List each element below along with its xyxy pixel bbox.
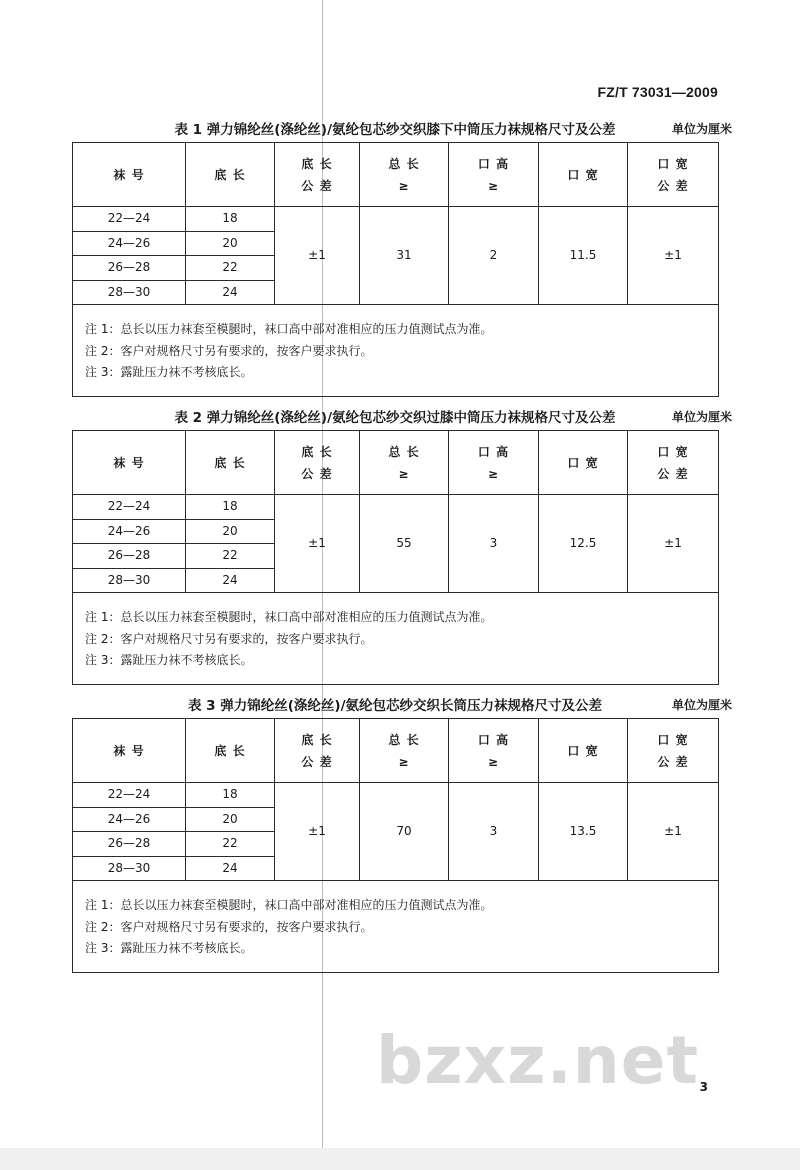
column-header: 口 高 ≥: [449, 431, 539, 495]
size-cell: 22—24: [73, 207, 186, 232]
welt-width-cell: 13.5: [539, 783, 628, 881]
table-note: 注 2：客户对规格尺寸另有要求的，按客户要求执行。: [85, 919, 373, 934]
column-header: 袜 号: [73, 431, 186, 495]
column-header: 口 宽 公 差: [628, 143, 719, 207]
foot-length-cell: 22: [186, 544, 275, 569]
column-header: 袜 号: [73, 143, 186, 207]
size-cell: 28—30: [73, 280, 186, 305]
watermark-text: bzxz.net: [376, 1022, 700, 1099]
table-caption-row: [72, 116, 732, 142]
foot-length-cell: 18: [186, 495, 275, 520]
column-header: 底 长 公 差: [275, 431, 360, 495]
column-header: 口 宽 公 差: [628, 431, 719, 495]
table-header-row: [73, 143, 719, 207]
size-cell: 26—28: [73, 544, 186, 569]
column-header: 总 长 ≥: [360, 719, 449, 783]
column-header: 总 长 ≥: [360, 431, 449, 495]
foot-length-cell: 20: [186, 231, 275, 256]
spec-table-block: [72, 404, 732, 685]
welt-height-cell: 2: [449, 207, 539, 305]
table-unit: 单位为厘米: [671, 122, 732, 136]
spec-table: [72, 718, 719, 973]
table-header-row: [73, 431, 719, 495]
welt-width-tolerance-cell: ±1: [628, 495, 719, 593]
foot-tolerance-cell: ±1: [275, 783, 360, 881]
column-header: 底 长: [186, 143, 275, 207]
table-caption: 表 3 弹力锦纶丝(涤纶丝)/氨纶包芯纱交织长筒压力袜规格尺寸及公差: [187, 698, 603, 714]
foot-length-cell: 22: [186, 256, 275, 281]
size-cell: 22—24: [73, 495, 186, 520]
column-header: 口 宽 公 差: [628, 719, 719, 783]
spec-table-block: [72, 692, 732, 973]
foot-length-cell: 24: [186, 280, 275, 305]
column-header: 底 长: [186, 719, 275, 783]
notes-row: [73, 881, 719, 973]
welt-width-cell: 11.5: [539, 207, 628, 305]
notes-row: [73, 305, 719, 397]
table-row: [73, 783, 719, 808]
table-note: 注 3：露趾压力袜不考核底长。: [85, 653, 253, 667]
column-header: 底 长: [186, 431, 275, 495]
foot-length-cell: 18: [186, 207, 275, 232]
table-caption: 表 1 弹力锦纶丝(涤纶丝)/氨纶包芯纱交织膝下中筒压力袜规格尺寸及公差: [174, 122, 616, 138]
table-note: 注 2：客户对规格尺寸另有要求的，按客户要求执行。: [85, 631, 373, 646]
column-header: 总 长 ≥: [360, 143, 449, 207]
standard-code: FZ/T 73031—2009: [597, 84, 718, 100]
table-row: [73, 495, 719, 520]
size-cell: 26—28: [73, 832, 186, 857]
table-unit: 单位为厘米: [671, 410, 732, 424]
table-unit: 单位为厘米: [671, 698, 732, 712]
notes-cell: [73, 881, 719, 973]
table-note: 注 2：客户对规格尺寸另有要求的，按客户要求执行。: [85, 343, 373, 358]
spec-table-block: [72, 116, 732, 397]
foot-tolerance-cell: ±1: [275, 495, 360, 593]
spec-table: [72, 142, 719, 397]
total-length-cell: 70: [360, 783, 449, 881]
total-length-cell: 55: [360, 495, 449, 593]
foot-length-cell: 22: [186, 832, 275, 857]
size-cell: 28—30: [73, 568, 186, 593]
column-header: 口 宽: [539, 143, 628, 207]
column-header: 口 宽: [539, 719, 628, 783]
total-length-cell: 31: [360, 207, 449, 305]
table-note: 注 1：总长以压力袜套至模腿时，袜口高中部对准相应的压力值测试点为准。: [85, 610, 493, 624]
foot-tolerance-cell: ±1: [275, 207, 360, 305]
welt-width-cell: 12.5: [539, 495, 628, 593]
size-cell: 24—26: [73, 231, 186, 256]
notes-cell: [73, 305, 719, 397]
column-header: 口 高 ≥: [449, 719, 539, 783]
scan-bottom-edge: [0, 1148, 800, 1170]
foot-length-cell: 18: [186, 783, 275, 808]
table-note: 注 1：总长以压力袜套至模腿时，袜口高中部对准相应的压力值测试点为准。: [85, 322, 493, 336]
welt-height-cell: 3: [449, 783, 539, 881]
welt-height-cell: 3: [449, 495, 539, 593]
table-header-row: [73, 719, 719, 783]
table-row: [73, 207, 719, 232]
foot-length-cell: 20: [186, 807, 275, 832]
size-cell: 24—26: [73, 807, 186, 832]
spec-table: [72, 430, 719, 685]
column-header: 底 长 公 差: [275, 143, 360, 207]
size-cell: 28—30: [73, 856, 186, 881]
welt-width-tolerance-cell: ±1: [628, 207, 719, 305]
column-header: 袜 号: [73, 719, 186, 783]
page-number: 3: [699, 1080, 708, 1094]
table-caption-row: [72, 404, 732, 430]
size-cell: 24—26: [73, 519, 186, 544]
size-cell: 26—28: [73, 256, 186, 281]
table-note: 注 1：总长以压力袜套至模腿时，袜口高中部对准相应的压力值测试点为准。: [85, 898, 493, 912]
column-header: 口 宽: [539, 431, 628, 495]
foot-length-cell: 24: [186, 568, 275, 593]
size-cell: 22—24: [73, 783, 186, 808]
column-header: 口 高 ≥: [449, 143, 539, 207]
table-caption-row: [72, 692, 732, 718]
foot-length-cell: 20: [186, 519, 275, 544]
table-note: 注 3：露趾压力袜不考核底长。: [85, 941, 253, 955]
column-header: 底 长 公 差: [275, 719, 360, 783]
notes-cell: [73, 593, 719, 685]
foot-length-cell: 24: [186, 856, 275, 881]
welt-width-tolerance-cell: ±1: [628, 783, 719, 881]
table-note: 注 3：露趾压力袜不考核底长。: [85, 365, 253, 379]
table-caption: 表 2 弹力锦纶丝(涤纶丝)/氨纶包芯纱交织过膝中筒压力袜规格尺寸及公差: [174, 410, 616, 426]
notes-row: [73, 593, 719, 685]
